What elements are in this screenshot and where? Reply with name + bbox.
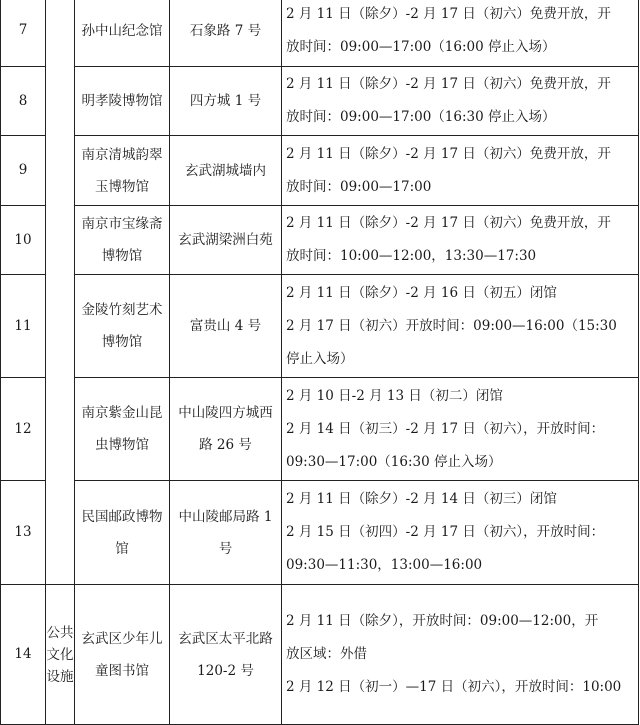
row-number: 13 [1,481,46,585]
venue-name: 玄武区少年儿 童图书馆 [75,585,170,725]
venue-address: 中山陵四方城西 路 26 号 [170,378,282,481]
venue-name: 民国邮政博物 馆 [75,481,170,585]
opening-info: 2 月 11 日（除夕）-2 月 17 日（初六）免费开放，开 放时间：09:00—17:00（16:00 停止入场） [282,0,639,67]
venue-address: 中山陵邮局路 1 号 [170,481,282,585]
opening-info: 2 月 10 日-2 月 13 日（初二）闭馆 2 月 14 日（初三）-2 月 17 日（初六），开放时间： 09:30—17:00（16:30 停止入场） [282,378,639,481]
table-row [1,206,639,275]
category-cell: 公共 文化 设施 [46,585,75,725]
category-cell [46,0,75,585]
opening-info: 2 月 11 日（除夕）-2 月 16 日（初五）闭馆 2 月 17 日（初六）开放时间：09:00—16:00（15:30 停止入场） [282,275,639,378]
table-row [1,481,639,585]
row-number: 12 [1,378,46,481]
venue-name: 南京紫金山昆 虫博物馆 [75,378,170,481]
row-number: 8 [1,67,46,136]
opening-info: 2 月 11 日（除夕）-2 月 17 日（初六）免费开放，开 放时间：10:00—12:00，13:30—17:30 [282,206,639,275]
opening-info: 2 月 11 日（除夕）-2 月 17 日（初六）免费开放，开 放时间：09:00—17:00（16:30 停止入场） [282,67,639,136]
venue-address: 玄武湖城墙内 [170,136,282,206]
table-row [1,585,639,725]
opening-info: 2 月 11 日（除夕）-2 月 17 日（初六）免费开放，开 放时间：09:00—17:00 [282,136,639,206]
table-row [1,378,639,481]
venue-address: 四方城 1 号 [170,67,282,136]
row-number: 14 [1,585,46,725]
table-row [1,0,639,67]
venue-address: 石象路 7 号 [170,0,282,67]
venue-name: 南京清城韵翠 玉博物馆 [75,136,170,206]
venue-name: 南京市宝缘斋 博物馆 [75,206,170,275]
row-number: 7 [1,0,46,67]
opening-info: 2 月 11 日（除夕）-2 月 14 日（初三）闭馆 2 月 15 日（初四）-2 月 17 日（初六），开放时间： 09:30—11:30，13:00—16:00 [282,481,639,585]
venue-address: 富贵山 4 号 [170,275,282,378]
venue-name: 金陵竹刻艺术 博物馆 [75,275,170,378]
venue-address: 玄武湖梁洲白苑 [170,206,282,275]
venue-name: 孙中山纪念馆 [75,0,170,67]
row-number: 10 [1,206,46,275]
venue-name: 明孝陵博物馆 [75,67,170,136]
row-number: 11 [1,275,46,378]
venue-address: 玄武区太平北路 120-2 号 [170,585,282,725]
opening-info: 2 月 11 日（除夕），开放时间：09:00—12:00，开 放区域：外借 2 月 12 日（初一）—17 日（初六），开放时间：10:00 [282,585,639,725]
table-row [1,275,639,378]
row-number: 9 [1,136,46,206]
table-row [1,67,639,136]
table-row [1,136,639,206]
